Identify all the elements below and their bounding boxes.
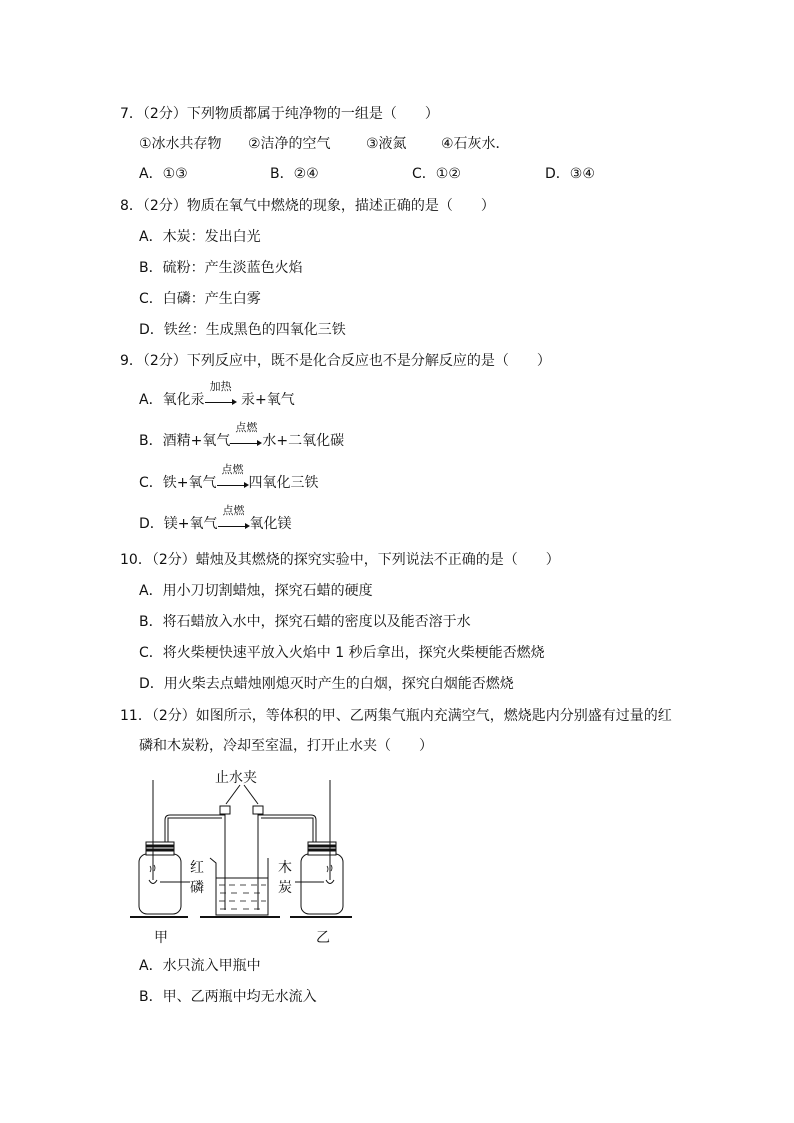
q8-option-c: C．白磷：产生白雾 [139, 291, 261, 307]
clamp-label: 止水夹 [215, 770, 257, 786]
q9-option-c [139, 463, 319, 492]
q9-b-condition: 点燃 [235, 421, 258, 434]
q7-item-1: ①冰水共存物 [139, 136, 222, 152]
q7-option-d: D．③④ [545, 166, 595, 182]
reaction-arrow-icon [218, 504, 250, 533]
q9-b-reactant: B．酒精+氧气 [139, 433, 231, 449]
q11-option-b: B．甲、乙两瓶中均无水流入 [139, 989, 317, 1005]
q11-stem-line1: 11．（2分）如图所示，等体积的甲、乙两集气瓶内充满空气，燃烧匙内分别盛有过量的红 [120, 708, 672, 724]
reaction-arrow-icon [230, 421, 262, 450]
q7-option-c: C．①② [412, 166, 461, 182]
q10-option-d: D．用火柴去点蜡烛刚熄灭时产生的白烟，探究白烟能否燃烧 [139, 676, 514, 692]
water-beaker [210, 858, 268, 915]
q8-option-d: D．铁丝：生成黑色的四氧化三铁 [139, 322, 346, 338]
q10-option-b: B．将石蜡放入水中，探究石蜡的密度以及能否溶于水 [139, 614, 471, 630]
q9-d-product: 氧化镁 [249, 516, 292, 532]
q9-option-d [139, 504, 292, 533]
q9-d-reactant: D．镁+氧气 [139, 516, 218, 532]
reaction-arrow-icon [205, 380, 237, 409]
q10-option-c: C．将火柴梗快速平放入火焰中 1 秒后拿出，探究火柴梗能否燃烧 [139, 645, 545, 661]
q11-option-a: A．水只流入甲瓶中 [139, 958, 261, 974]
left-substance-label-1: 红 [190, 860, 204, 876]
q7-option-b: B．②④ [270, 166, 319, 182]
q7-stem: 7．（2分）下列物质都属于纯净物的一组是（ ） [120, 106, 439, 122]
gas-bottle-diagram [130, 760, 380, 950]
right-gas-bottle [295, 780, 343, 914]
q10-stem: 10．（2分）蜡烛及其燃烧的探究实验中，下列说法不正确的是（ ） [120, 552, 560, 568]
q7-item-2: ②洁净的空气 [248, 136, 331, 152]
q8-option-a: A．木炭：发出白光 [139, 229, 261, 245]
q9-c-reactant: C．铁+氧气 [139, 475, 217, 491]
q9-d-condition: 点燃 [222, 504, 245, 517]
q9-option-a [139, 380, 295, 409]
q9-a-product: 汞+氧气 [241, 392, 295, 408]
reaction-arrow-icon [217, 463, 249, 492]
right-substance-label-1: 木 [278, 860, 292, 876]
q9-option-b [139, 421, 345, 450]
q9-stem: 9．（2分）下列反应中，既不是化合反应也不是分解反应的是（ ） [120, 353, 551, 369]
q10-option-a: A．用小刀切割蜡烛，探究石蜡的硬度 [139, 583, 373, 599]
q7-item-3: ③液氮 [366, 136, 407, 152]
right-bottle-label: 乙 [316, 930, 330, 946]
q8-option-b: B．硫粉：产生淡蓝色火焰 [139, 260, 303, 276]
q9-a-condition: 加热 [209, 380, 232, 393]
q8-stem: 8．（2分）物质在氧气中燃烧的现象，描述正确的是（ ） [120, 198, 495, 214]
q7-option-a: A．①③ [139, 166, 188, 182]
left-gas-bottle [139, 780, 190, 914]
right-substance-label-2: 炭 [278, 880, 292, 896]
left-bottle-label: 甲 [154, 930, 168, 946]
q9-b-product: 水+二氧化碳 [262, 433, 345, 449]
q11-stem-line2: 磷和木炭粉，冷却至室温，打开止水夹（ ） [139, 738, 433, 754]
q9-c-condition: 点燃 [221, 463, 244, 476]
q9-a-reactant: A．氧化汞 [139, 392, 205, 408]
q7-item-4: ④石灰水． [441, 136, 510, 152]
q9-c-product: 四氧化三铁 [248, 475, 319, 491]
left-substance-label-2: 磷 [190, 880, 204, 896]
